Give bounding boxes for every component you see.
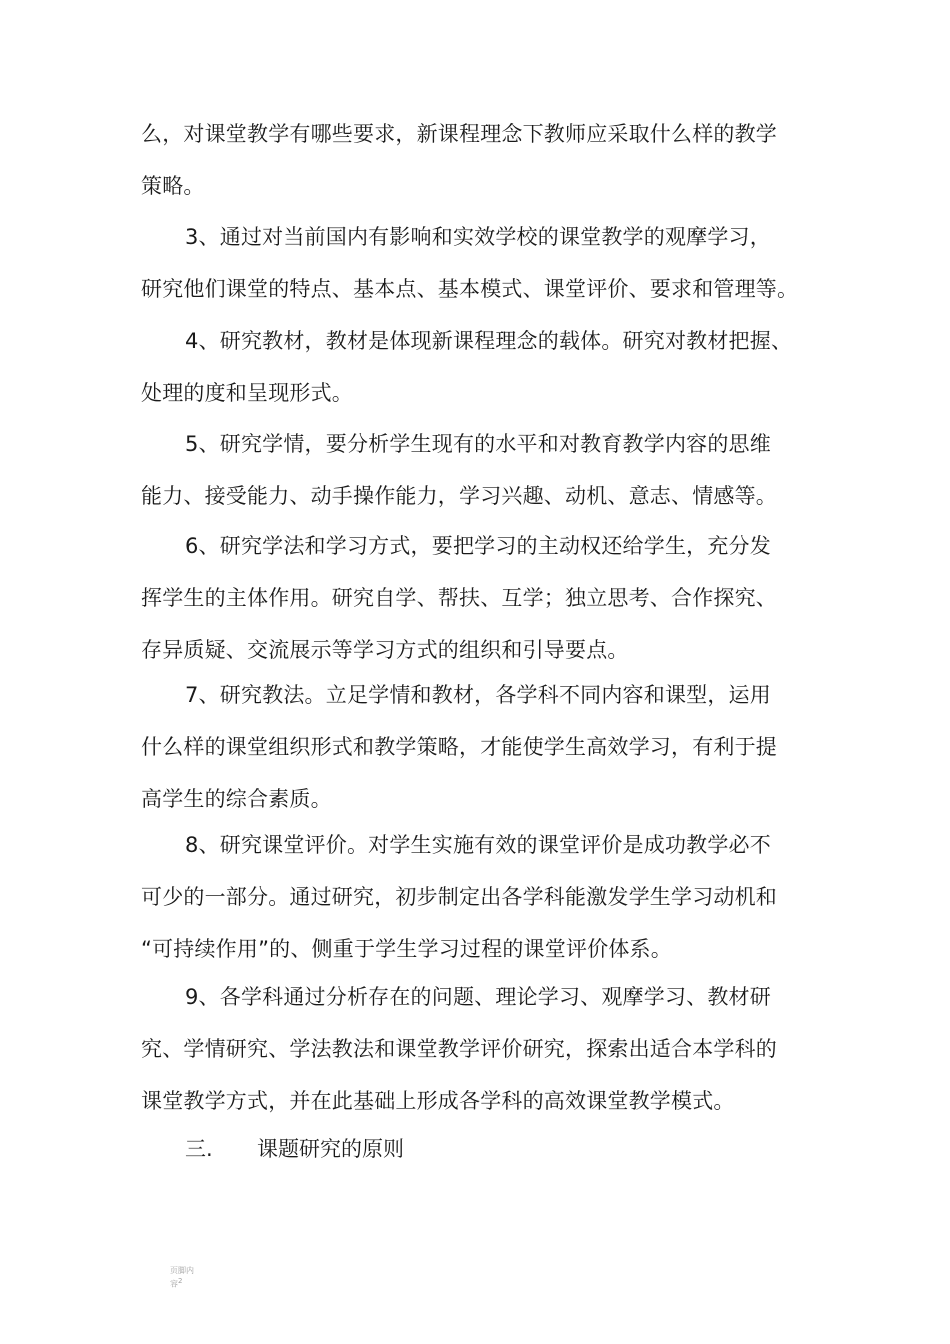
paragraph-item-3 xyxy=(141,211,821,315)
text-line: 存异质疑、交流展示等学习方式的组织和引导要点。 xyxy=(141,638,629,662)
paragraph-item-8 xyxy=(141,819,821,975)
text-line: “可持续作用”的、侧重于学生学习过程的课堂评价体系。 xyxy=(141,937,672,961)
section-title: 课题研究的原则 xyxy=(257,1137,404,1161)
text-line: 研究他们课堂的特点、基本点、基本模式、课堂评价、要求和管理等。 xyxy=(141,277,799,301)
paragraph-item-9 xyxy=(141,971,821,1127)
text-line: 挥学生的主体作用。研究自学、帮扶、互学；独立思考、合作探究、 xyxy=(141,586,777,610)
text-line: 策略。 xyxy=(141,174,205,198)
section-heading xyxy=(185,1123,404,1175)
text-line: 处理的度和呈现形式。 xyxy=(141,381,353,405)
text-line: 8、研究课堂评价。对学生实施有效的课堂评价是成功教学必不 xyxy=(185,833,771,857)
text-line: 7、研究教法。立足学情和教材，各学科不同内容和课型，运用 xyxy=(185,683,771,707)
text-line: 3、通过对当前国内有影响和实效学校的课堂教学的观摩学习， xyxy=(185,225,771,249)
paragraph-item-6 xyxy=(141,520,821,676)
page-footer xyxy=(170,1266,194,1290)
page-number: 2 xyxy=(178,1277,183,1285)
paragraph-item-7 xyxy=(141,669,821,825)
text-line: 可少的一部分。通过研究，初步制定出各学科能激发学生学习动机和 xyxy=(141,885,777,909)
text-line: 5、研究学情，要分析学生现有的水平和对教育教学内容的思维 xyxy=(185,432,771,456)
text-line: 9、各学科通过分析存在的问题、理论学习、观摩学习、教材研 xyxy=(185,985,771,1009)
section-number: 三. xyxy=(185,1137,213,1161)
paragraph-item-4 xyxy=(141,315,821,419)
text-line: 课堂教学方式，并在此基础上形成各学科的高效课堂教学模式。 xyxy=(141,1089,735,1113)
paragraph-continuation xyxy=(141,108,821,212)
text-line: 什么样的课堂组织形式和教学策略，才能使学生高效学习，有利于提 xyxy=(141,735,777,759)
text-line: 6、研究学法和学习方式，要把学习的主动权还给学生，充分发 xyxy=(185,534,771,558)
footer-text: 页脚内容 xyxy=(170,1266,194,1289)
text-line: 究、学情研究、学法教法和课堂教学评价研究，探索出适合本学科的 xyxy=(141,1037,777,1061)
text-line: 4、研究教材，教材是体现新课程理念的载体。研究对教材把握、 xyxy=(185,329,793,353)
paragraph-item-5 xyxy=(141,418,821,522)
text-line: 么，对课堂教学有哪些要求，新课程理念下教师应采取什么样的教学 xyxy=(141,122,777,146)
text-line: 高学生的综合素质。 xyxy=(141,787,332,811)
text-line: 能力、接受能力、动手操作能力，学习兴趣、动机、意志、情感等。 xyxy=(141,484,777,508)
